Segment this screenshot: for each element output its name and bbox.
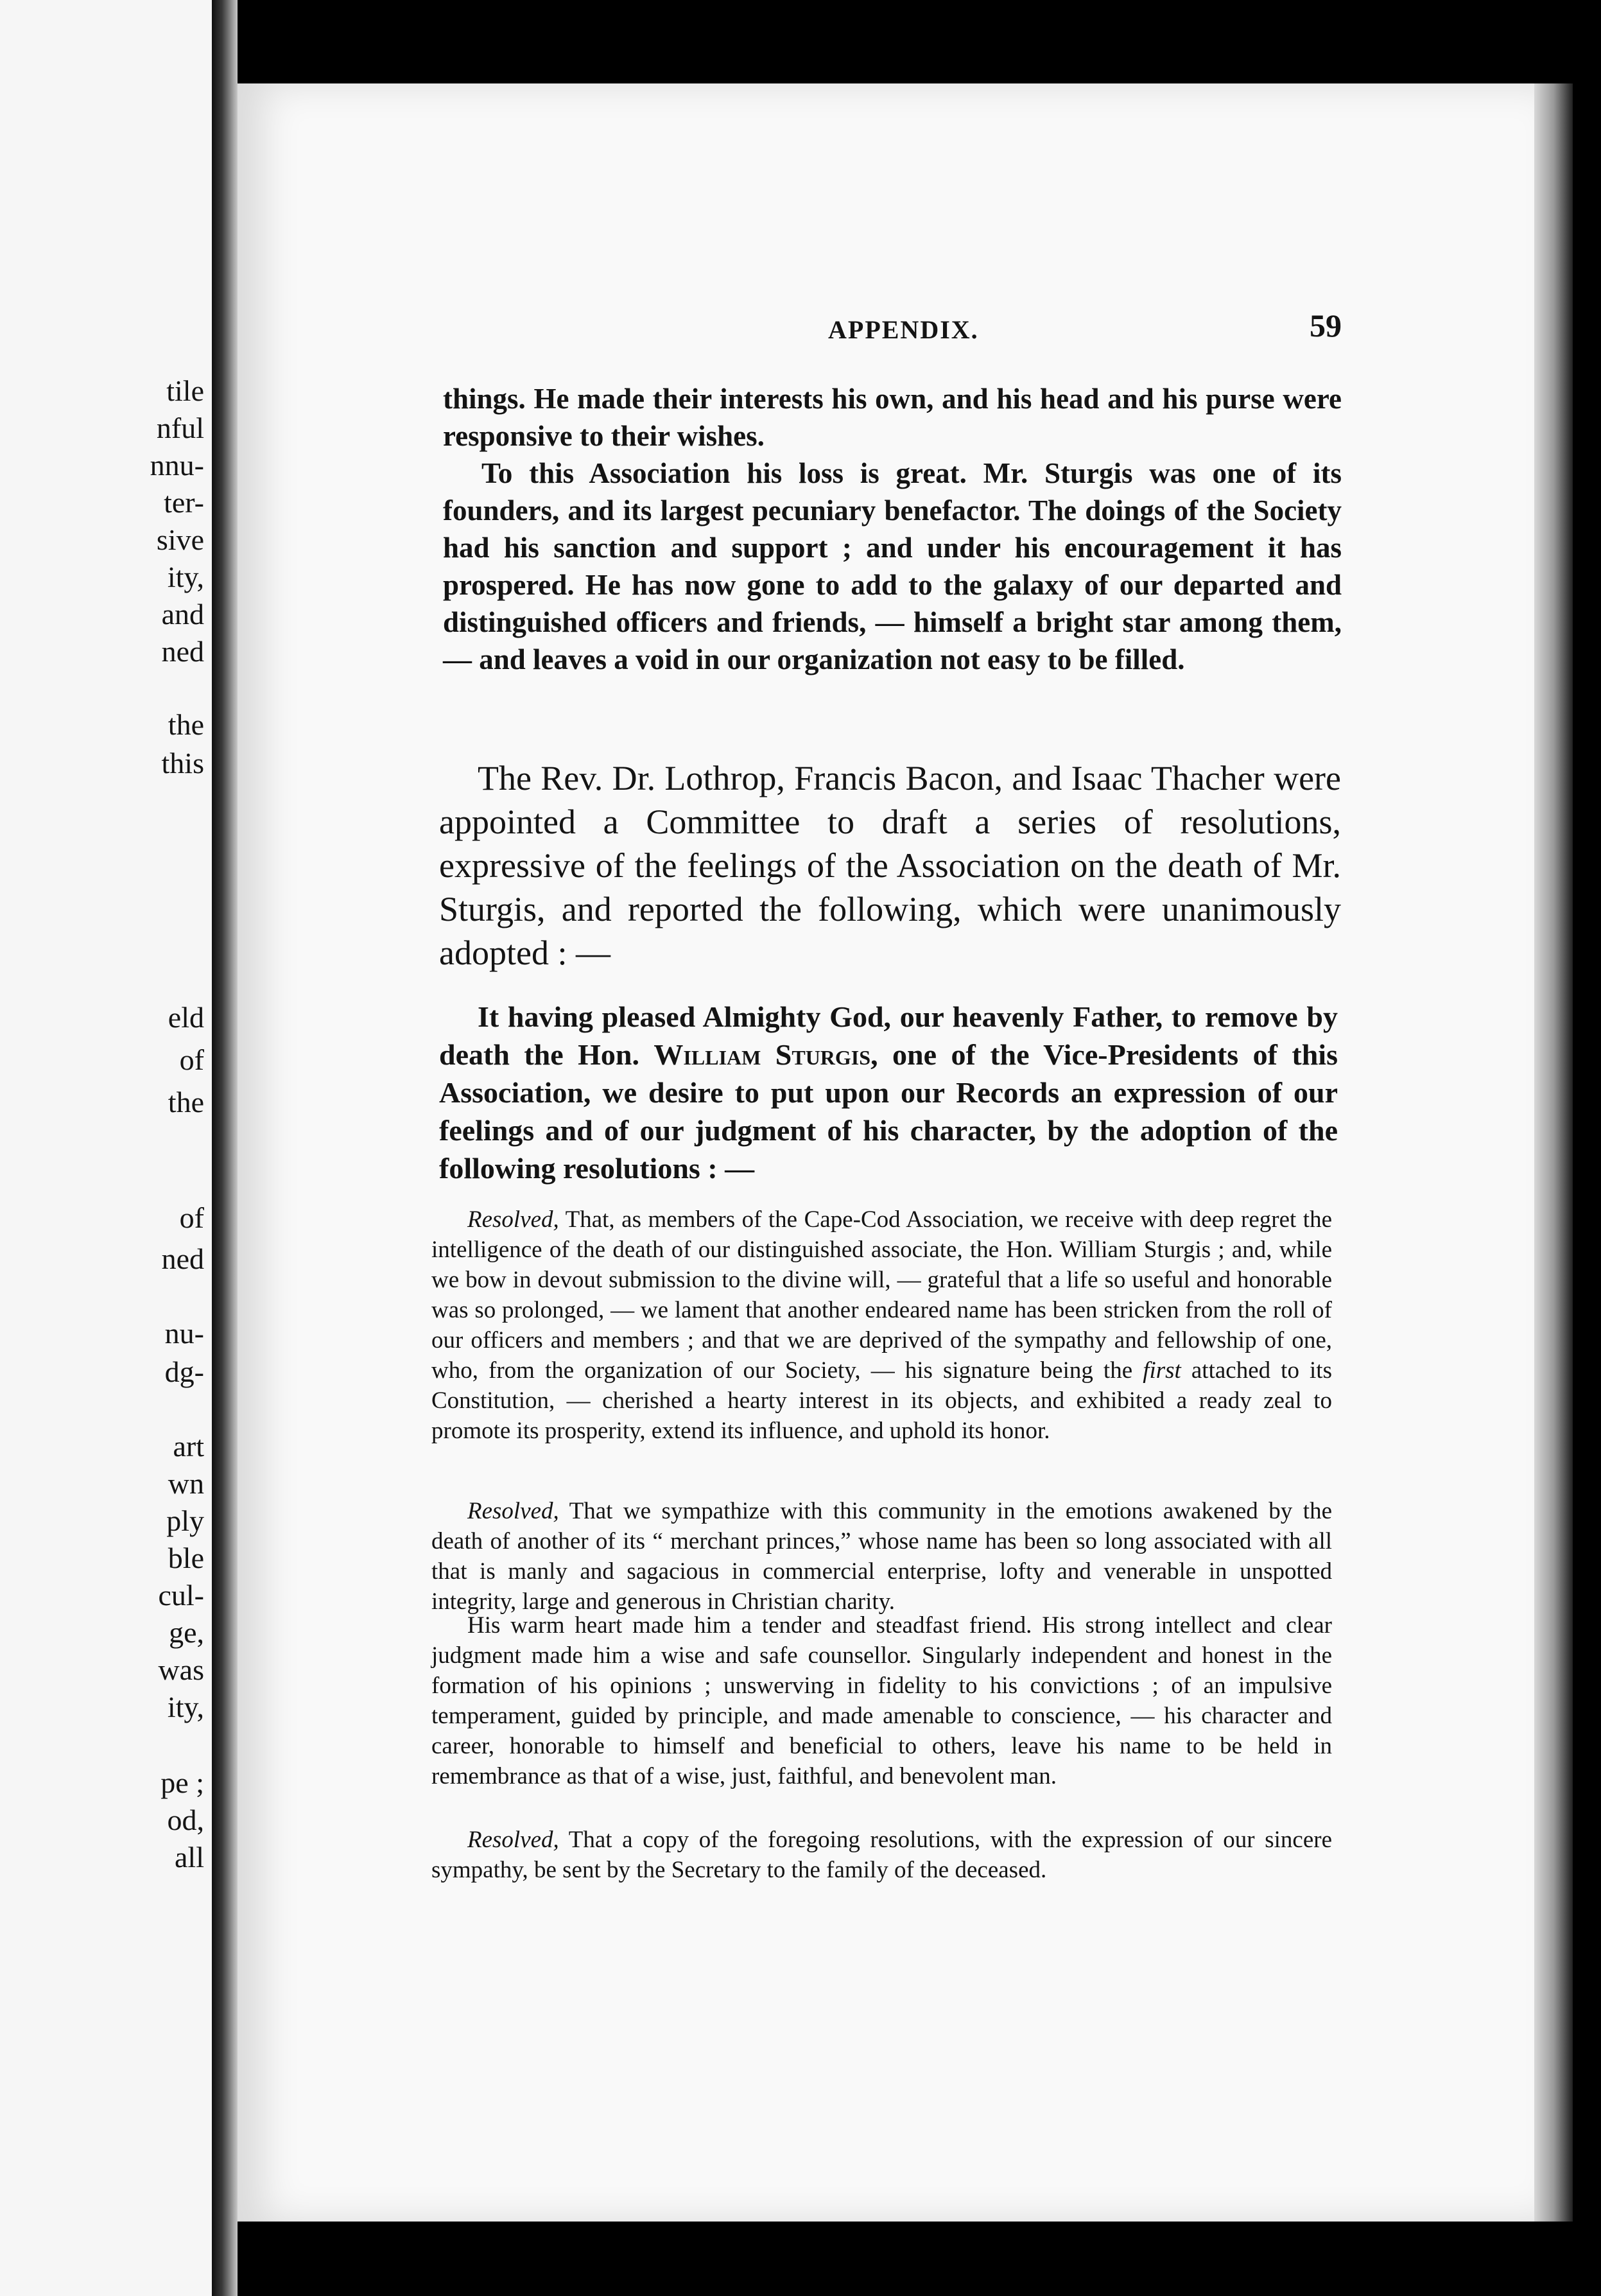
- resolution-text: That a copy of the foregoing resolutions, with the expression of our sincere sympathy, be sent by the Secretary to the family of the deceased.: [431, 1827, 1332, 1883]
- facing-page-fragment: ned: [161, 635, 204, 668]
- resolution-third: [431, 1825, 1332, 1885]
- paragraph-continuation: things. He made their interests his own, and his head and his purse were responsive to their wishes.: [443, 383, 1342, 452]
- person-name: William Sturgis: [653, 1038, 871, 1071]
- facing-page-fragment: and: [161, 598, 204, 631]
- resolution-first: [431, 1205, 1332, 1446]
- facing-page-fragment: wn: [168, 1467, 204, 1500]
- resolved-label: Resolved,: [467, 1827, 559, 1853]
- facing-page-fragment: nu-: [164, 1317, 204, 1350]
- facing-page-fragment: of: [179, 1201, 204, 1234]
- facing-page-fragment: the: [168, 1086, 204, 1118]
- book-gutter: [212, 0, 238, 2296]
- character-text: His warm heart made him a tender and steadfast friend. His strong intellect and clear judgment made him a wise and safe counsellor. Singularly independent and honest in the formation of his opinions ; unswerving in fidelity to his convictions ; of an impulsive temperament, guided by principle, and made amenable to conscience, — his character and career, honorable to himself and beneficial to others, leave his name to be held in remembrance as that of a wise, just, faithful, and benevolent man.: [431, 1612, 1332, 1789]
- facing-page-fragment: all: [175, 1841, 204, 1874]
- facing-page-fragment: ity,: [167, 1691, 204, 1723]
- page-edge: [1534, 83, 1573, 2222]
- preamble-end: , one of the Vice-Presidents of this Association, we desire to put upon our Records an expression of our feelings and of our judgment of his character, by the adoption of the following resolutions : —: [439, 1038, 1338, 1185]
- facing-page-fragment: eld: [168, 1001, 204, 1034]
- facing-page-fragment: nful: [156, 412, 204, 444]
- resolution-text: attached to its Constitution, — cherished a hearty interest in its objects, and exhibited a ready zeal to promote its prosperity, extend its influence, and uphold its honor.: [431, 1357, 1332, 1444]
- facing-page-fragment: tile: [166, 374, 204, 407]
- facing-page-fragment: sive: [156, 523, 204, 556]
- facing-page-fragment: ter-: [164, 486, 204, 519]
- character-paragraph: [431, 1610, 1332, 1791]
- facing-page-fragment: pe ;: [160, 1766, 204, 1799]
- resolution-text: That we sympathize with this community in the emotions awakened by the death of another of its “ merchant princes,” whose name has been so long associated with all that is manly and sagacious in commercial enterprise, lofty and venerable in unspotted integrity, large and generous in Christian charity.: [431, 1498, 1332, 1615]
- facing-page-fragment: ity,: [167, 561, 204, 593]
- resolution-second: [431, 1496, 1332, 1617]
- preamble-paragraph: [439, 998, 1338, 1187]
- running-head: APPENDIX.: [828, 315, 979, 344]
- resolution-text: That, as members of the Cape-Cod Association, we receive with deep regret the intelligence of the death of our distinguished associate, the Hon. William Sturgis ; and, while we bow in devout submission to the divine will, — grateful that a life so useful and honorable was so prolonged, — we lament that another endeared name has been stricken from the roll of our officers and members ; and that we are deprived of the sympathy and fellowship of one, who, from the organization of our Society, — his signature being the: [431, 1206, 1332, 1384]
- page-number: 59: [1310, 308, 1342, 344]
- preamble-start: It having pleased Almighty God, our heavenly Father, to remove by death the Hon.: [439, 1000, 1338, 1071]
- facing-page-fragment: od,: [167, 1804, 204, 1836]
- resolved-label: Resolved,: [467, 1206, 559, 1233]
- facing-page-fragment: cul-: [158, 1579, 204, 1612]
- facing-page-fragment: the: [168, 708, 204, 741]
- facing-page-fragment: nnu-: [150, 449, 204, 482]
- paragraph-loss: To this Association his loss is great. Mr. Sturgis was one of its founders, and its largest pecuniary benefactor. The doings of the Society had his sanction and support ; and under his encouragement it has prospered. He has now gone to add to the galaxy of our departed and distinguished officers and friends, — himself a bright star among them, — and leaves a void in our organization not easy to be filled.: [443, 457, 1342, 675]
- facing-page-fragment: of: [179, 1043, 204, 1076]
- facing-page-fragment: ge,: [169, 1616, 204, 1649]
- facing-page: [0, 0, 212, 2296]
- resolved-label: Resolved,: [467, 1498, 559, 1524]
- committee-paragraph: The Rev. Dr. Lothrop, Francis Bacon, and Isaac Thacher were appointed a Committee to draft a series of resolutions, expressive of the feelings of the Association on the death of Mr. Sturgis, and reported the following, which were unanimously adopted : —: [439, 759, 1341, 972]
- facing-page-fragment: ply: [166, 1504, 204, 1537]
- facing-page-fragment: this: [161, 747, 204, 779]
- facing-page-fragment: ned: [161, 1242, 204, 1275]
- facing-page-fragment: dg-: [164, 1355, 204, 1388]
- body-text-block: [443, 380, 1342, 678]
- facing-page-fragment: art: [173, 1430, 204, 1463]
- emphasis-word: first: [1143, 1357, 1181, 1384]
- facing-page-fragment: was: [158, 1653, 204, 1686]
- facing-page-fragment: ble: [168, 1542, 204, 1574]
